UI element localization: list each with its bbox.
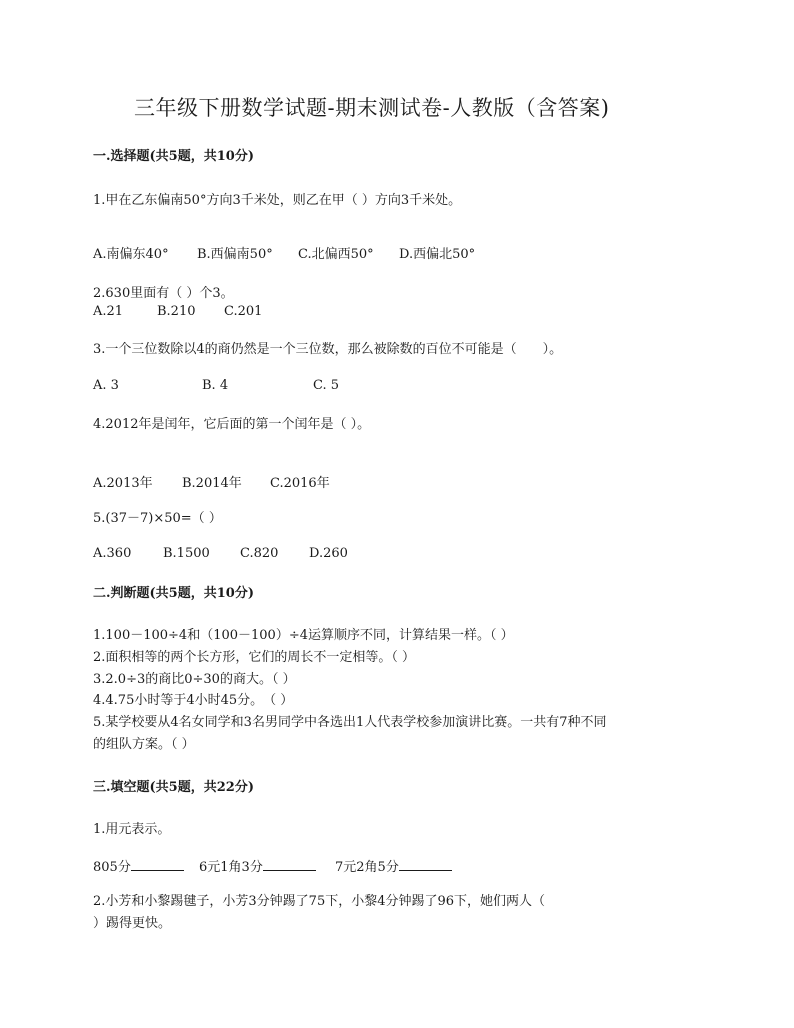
fill-blank-1-label: 805分: [93, 860, 131, 875]
question-1-stem: 1.甲在乙东偏南50°方向3千米处，则乙在甲（ ）方向3千米处。: [93, 193, 462, 208]
question-4-option-b: B.2014年: [182, 476, 242, 491]
judgement-item-4: 4.4.75小时等于4小时45分。 （ ）: [93, 693, 294, 708]
question-1-option-b: B.西偏南50°: [197, 247, 273, 262]
judgement-item-2: 2.面积相等的两个长方形，它们的周长不一定相等。（ ）: [93, 650, 416, 665]
question-2-option-b: B.210: [157, 304, 196, 319]
question-2-option-a: A.21: [93, 304, 124, 319]
question-5-option-b: B.1500: [163, 546, 210, 561]
fill-blank-1: [93, 857, 184, 877]
page-title: 三年级下册数学试题-期末测试卷-人教版（含答案): [134, 96, 610, 120]
question-1-option-c: C.北偏西50°: [298, 247, 374, 262]
question-2-stem: 2.630里面有（ ）个3。: [93, 286, 234, 301]
question-4-option-a: A.2013年: [93, 476, 153, 491]
question-3-option-b: B. 4: [202, 378, 229, 393]
fill-blank-3: [335, 857, 452, 877]
question-5-stem: 5.(37－7)×50=（ ）: [93, 511, 222, 526]
judgement-item-5-continued: 的组队方案。（ ）: [93, 737, 195, 752]
question-3-option-c: C. 5: [313, 378, 340, 393]
question-3-option-a: A. 3: [93, 378, 119, 393]
question-5-option-c: C.820: [240, 546, 279, 561]
question-3-stem: 3.一个三位数除以4的商仍然是一个三位数，那么被除数的百位不可能是（ ）。: [93, 342, 563, 357]
question-4-option-c: C.2016年: [270, 476, 330, 491]
judgement-item-5: 5.某学校要从4名女同学和3名男同学中各选出1人代表学校参加演讲比赛。一共有7种不同: [93, 715, 607, 730]
fill-blank-1-line[interactable]: [131, 857, 184, 871]
fill-question-2-line-1: 2.小芳和小黎踢毽子，小芳3分钟踢了75下，小黎4分钟踢了96下，她们两人（: [93, 894, 546, 909]
fill-blank-3-line[interactable]: [399, 857, 452, 871]
judgement-item-1: 1.100－100÷4和（100－100）÷4运算顺序不同，计算结果一样。（ ）: [93, 628, 514, 643]
question-5-option-a: A.360: [93, 546, 132, 561]
judgement-item-3: 3.2.0÷3的商比0÷30的商大。（ ）: [93, 672, 296, 687]
section-heading-fill-blank: 三.填空题(共5题，共22分): [93, 780, 254, 795]
fill-blank-2: [199, 857, 316, 877]
section-heading-choice: 一.选择题(共5题，共10分): [93, 149, 254, 164]
section-heading-judgement: 二.判断题(共5题，共10分): [93, 586, 254, 601]
fill-question-2-line-2: ）踢得更快。: [93, 916, 172, 931]
question-1-option-a: A.南偏东40°: [93, 247, 169, 262]
fill-blank-3-label: 7元2角5分: [335, 860, 399, 875]
fill-question-1-stem: 1.用元表示。: [93, 822, 171, 837]
question-5-option-d: D.260: [309, 546, 348, 561]
fill-blank-2-line[interactable]: [263, 857, 316, 871]
fill-blank-2-label: 6元1角3分: [199, 860, 263, 875]
question-4-stem: 4.2012年是闰年，它后面的第一个闰年是（ ）。: [93, 417, 371, 432]
question-2-option-c: C.201: [224, 304, 263, 319]
question-1-option-d: D.西偏北50°: [399, 247, 476, 262]
